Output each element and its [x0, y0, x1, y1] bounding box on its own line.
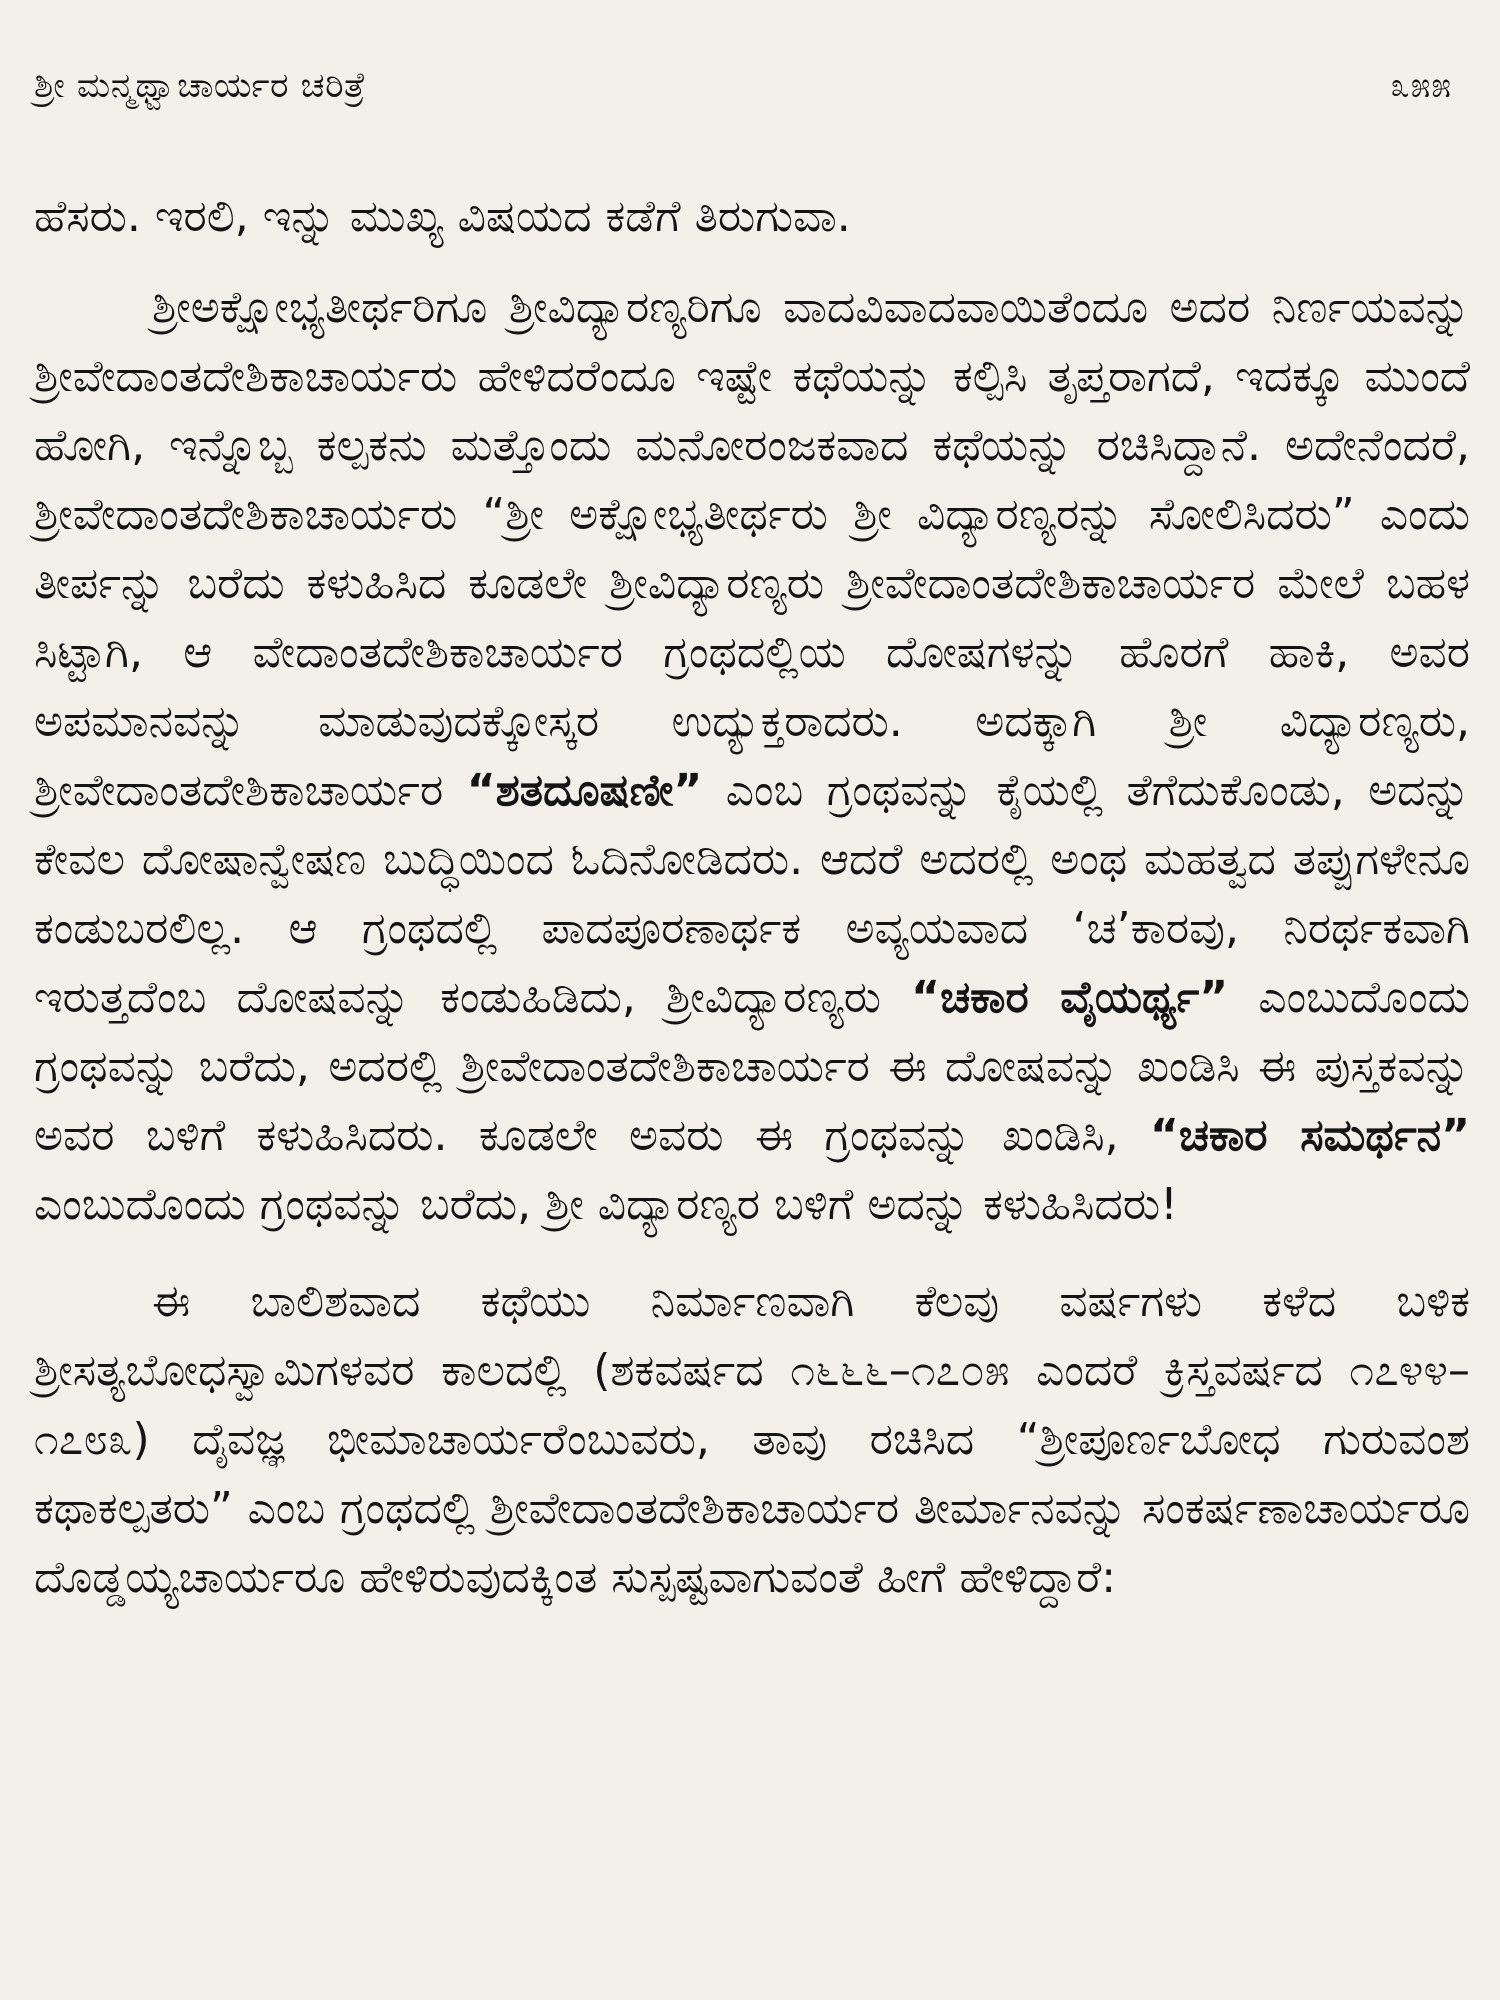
paragraph-2-text-3: ಎಂಬುದೊಂದು ಗ್ರಂಥವನ್ನು ಬರೆದು, ಅದರಲ್ಲಿ ಶ್ರೀವೇದಾಂತದೇಶಿಕಾಚಾರ್ಯರ ಈ ದೋಷವನ್ನು ಖಂಡಿಸಿ ಈ ಪುಸ್ತಕವನ್ನು ಅವರ ಬಳಿಗೆ ಕಳುಹಿಸಿದರು. ಕೂಡಲೇ ಅವರು ಈ ಗ್ರಂಥವನ್ನು ಖಂಡಿಸಿ, — [34, 972, 1471, 1161]
page-number: ೩೫೫ — [1390, 66, 1452, 106]
paragraph-3-text: ಈ ಬಾಲಿಶವಾದ ಕಥೆಯು ನಿರ್ಮಾಣವಾಗಿ ಕೆಲವು ವರ್ಷಗಳು ಕಳೆದ ಬಳಿಕ ಶ್ರೀಸತ್ಯಬೋಧಸ್ವಾಮಿಗಳವರ ಕಾಲದಲ್ಲಿ (ಶಕವರ್ಷದ ೧೬೬೬–೧೭೦೫ ಎಂದರೆ ಕ್ರಿಸ್ತವರ್ಷದ ೧೭೪೪–೧೭೮೩) ದೈವಜ್ಞ ಭೀಮಾಚಾರ್ಯರೆಂಬುವರು, ತಾವು ರಚಿಸಿದ “ಶ್ರೀಪೂರ್ಣಬೋಧ ಗುರುವಂಶ ಕಥಾಕಲ್ಪತರು” ಎಂಬ ಗ್ರಂಥದಲ್ಲಿ ಶ್ರೀವೇದಾಂತದೇಶಿಕಾಚಾರ್ಯರ ತೀರ್ಮಾನವನ್ನು ಸಂಕರ್ಷಣಾಚಾರ್ಯರೂ ದೊಡ್ಡಯ್ಯಚಾರ್ಯರೂ ಹೇಳಿರುವುದಕ್ಕಿಂತ ಸುಸ್ಪಷ್ಟವಾಗುವಂತೆ ಹೀಗೆ ಹೇಳಿದ್ದಾರೆ: — [34, 1276, 1470, 1603]
paragraph-3 — [34, 1267, 1470, 1612]
body-text — [34, 182, 1470, 1612]
paragraph-2-text-1: ಶ್ರೀಅಕ್ಷೋಭ್ಯತೀರ್ಥರಿಗೂ ಶ್ರೀವಿದ್ಯಾರಣ್ಯರಿಗೂ ವಾದವಿವಾದವಾಯಿತೆಂದೂ ಅದರ ನಿರ್ಣಯವನ್ನು ಶ್ರೀವೇದಾಂತದೇಶಿಕಾಚಾರ್ಯರು ಹೇಳಿದರೆಂದೂ ಇಷ್ಟೇ ಕಥೆಯನ್ನು ಕಲ್ಪಿಸಿ ತೃಪ್ತರಾಗದೆ, ಇದಕ್ಕೂ ಮುಂದೆ ಹೋಗಿ, ಇನ್ನೊಬ್ಬ ಕಲ್ಪಕನು ಮತ್ತೊಂದು ಮನೋರಂಜಕವಾದ ಕಥೆಯನ್ನು ರಚಿಸಿದ್ದಾನೆ. ಅದೇನೆಂದರೆ, ಶ್ರೀವೇದಾಂತದೇಶಿಕಾಚಾರ್ಯರು “ಶ್ರೀ ಅಕ್ಷೋಭ್ಯತೀರ್ಥರು ಶ್ರೀ ವಿದ್ಯಾರಣ್ಯರನ್ನು ಸೋಲಿಸಿದರು” ಎಂದು ತೀರ್ಪನ್ನು ಬರೆದು ಕಳುಹಿಸಿದ ಕೂಡಲೇ ಶ್ರೀವಿದ್ಯಾರಣ್ಯರು ಶ್ರೀವೇದಾಂತದೇಶಿಕಾಚಾರ್ಯರ ಮೇಲೆ ಬಹಳ ಸಿಟ್ಟಾಗಿ, ಆ ವೇದಾಂತದೇಶಿಕಾಚಾರ್ಯರ ಗ್ರಂಥದಲ್ಲಿಯ ದೋಷಗಳನ್ನು ಹೊರಗೆ ಹಾಕಿ, ಅವರ ಅಪಮಾನವನ್ನು ಮಾಡುವುದಕ್ಕೋಸ್ಕರ ಉದ್ಯುಕ್ತರಾದರು. ಅದಕ್ಕಾಗಿ ಶ್ರೀ ವಿದ್ಯಾರಣ್ಯರು, ಶ್ರೀವೇದಾಂತದೇಶಿಕಾಚಾರ್ಯರ — [34, 282, 1470, 816]
paragraph-1-text: ಹೆಸರು. ಇರಲಿ, ಇನ್ನು ಮುಖ್ಯ ವಿಷಯದ ಕಡೆಗೆ ತಿರುಗುವಾ. — [34, 191, 851, 242]
bold-title-shatadushani: “ಶತದೂಷಣೀ” — [466, 765, 703, 816]
running-title: ಶ್ರೀ ಮನ್ಮಥ್ವಾಚಾರ್ಯರ ಚರಿತ್ರೆ — [34, 66, 366, 106]
paragraph-2-text-4: ಎಂಬುದೊಂದು ಗ್ರಂಥವನ್ನು ಬರೆದು, ಶ್ರೀ ವಿದ್ಯಾರಣ್ಯರ ಬಳಿಗೆ ಅದನ್ನು ಕಳುಹಿಸಿದರು! — [34, 1179, 1178, 1230]
paragraph-1 — [34, 182, 1470, 251]
running-head — [34, 64, 1470, 108]
paragraph-2 — [34, 273, 1470, 1239]
bold-title-chakara-vaiyarthya: “ಚಕಾರ ವೈಯರ್ಥ್ಯ” — [911, 972, 1229, 1023]
paragraph-2-text-2: ಎಂಬ ಗ್ರಂಥವನ್ನು ಕೈಯಲ್ಲಿ ತೆಗೆದುಕೊಂಡು, ಅದನ್ನು ಕೇವಲ ದೋಷಾನ್ವೇಷಣ ಬುದ್ಧಿಯಿಂದ ಓದಿನೋಡಿದರು. ಆದರೆ ಅದರಲ್ಲಿ ಅಂಥ ಮಹತ್ವದ ತಪ್ಪುಗಳೇನೂ ಕಂಡುಬರಲಿಲ್ಲ. ಆ ಗ್ರಂಥದಲ್ಲಿ ಪಾದಪೂರಣಾರ್ಥಕ ಅವ್ಯಯವಾದ ‘ಚ’ಕಾರವು, ನಿರರ್ಥಕವಾಗಿ ಇರುತ್ತದೆಂಬ ದೋಷವನ್ನು ಕಂಡುಹಿಡಿದು, ಶ್ರೀವಿದ್ಯಾರಣ್ಯರು — [34, 765, 1471, 1023]
bold-title-chakara-samarthana: “ಚಕಾರ ಸಮರ್ಥನ” — [1149, 1110, 1470, 1161]
